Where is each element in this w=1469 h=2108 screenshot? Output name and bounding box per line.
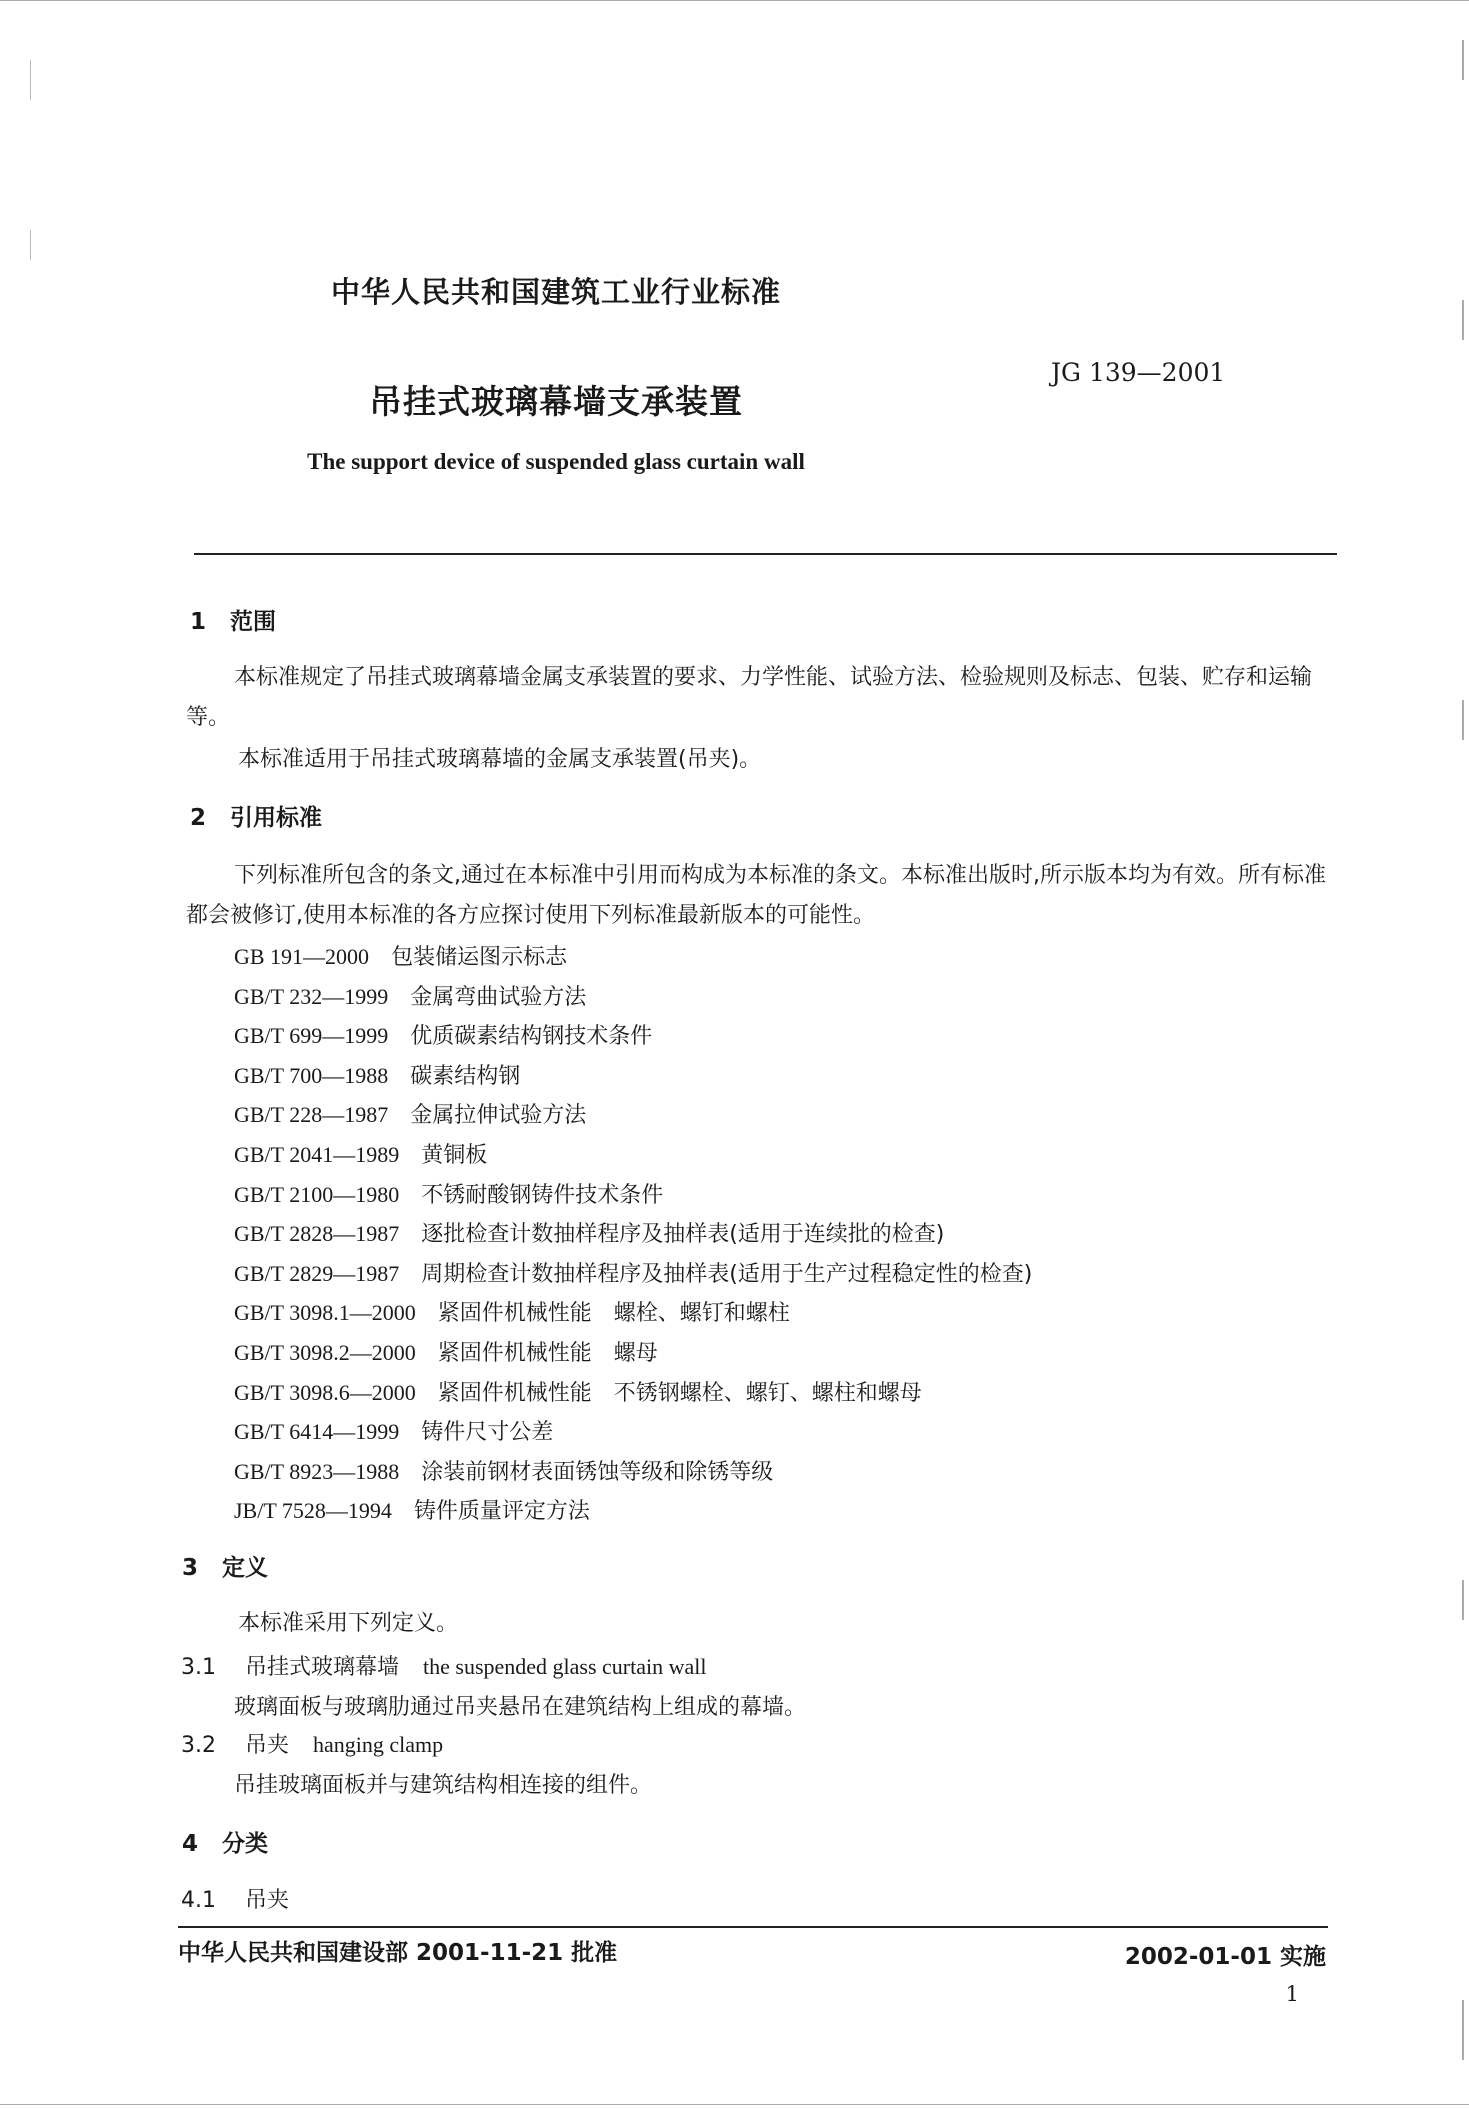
definition-3-1: [181, 1650, 707, 1681]
reference-code: GB/T 699—1999: [234, 1023, 389, 1049]
reference-code: GB/T 3098.6—2000: [234, 1379, 416, 1405]
issuing-organization: 中华人民共和国建筑工业行业标准: [330, 275, 781, 309]
reference-item: [234, 1293, 1032, 1333]
normative-references-list: [234, 937, 1032, 1531]
reference-code: GB/T 2100—1980: [234, 1181, 400, 1207]
definition-3-2: [181, 1728, 443, 1759]
header-rule: [194, 553, 1337, 555]
scan-speck: [1462, 700, 1464, 740]
reference-title: 涂装前钢材表面锈蚀等级和除锈等级: [421, 1459, 774, 1485]
reference-title: 优质碳素结构钢技术条件: [410, 1024, 653, 1050]
document-title-cn: 吊挂式玻璃幕墙支承装置: [369, 382, 743, 421]
reference-item: [234, 1491, 1032, 1531]
section-1-paragraph-1: 本标准规定了吊挂式玻璃幕墙金属支承装置的要求、力学性能、试验方法、检验规则及标志、包装、贮存和运输等。: [186, 665, 1313, 730]
reference-code: GB/T 700—1988: [234, 1062, 389, 1088]
reference-item: [234, 1135, 1032, 1175]
footer-rule: [178, 1926, 1328, 1928]
definition-3-1-text: 玻璃面板与玻璃肋通过吊夹悬吊在建筑结构上组成的幕墙。: [234, 1695, 807, 1720]
scan-speck: [1462, 1580, 1464, 1620]
reference-title: 铸件质量评定方法: [413, 1499, 590, 1525]
definition-3-1-term: 吊挂式玻璃幕墙: [245, 1655, 400, 1680]
reference-code: GB/T 228—1987: [234, 1102, 389, 1128]
section-1-number: 1: [190, 609, 207, 635]
section-1-heading: [190, 603, 276, 636]
reference-title: 紧固件机械性能 螺母: [437, 1340, 658, 1366]
reference-title: 紧固件机械性能 螺栓、螺钉和螺柱: [437, 1301, 790, 1327]
section-2-paragraph-1: 下列标准所包含的条文,通过在本标准中引用而构成为本标准的条文。本标准出版时,所示版本均为有效。所有标准都会被修订,使用本标准的各方应探讨使用下列标准最新版本的可能性。: [186, 863, 1326, 928]
scan-speck: [30, 60, 31, 100]
subsection-4-1-title: 吊夹: [245, 1888, 290, 1913]
document-title-en: The support device of suspended glass curtain wall: [307, 449, 805, 474]
reference-code: GB/T 8923—1988: [234, 1458, 400, 1484]
reference-code: GB 191—2000: [234, 944, 370, 969]
reference-code: JB/T 7528—1994: [234, 1498, 392, 1524]
section-3-number: 3: [182, 1555, 199, 1581]
definition-3-2-term: 吊夹: [245, 1733, 290, 1758]
definition-3-2-text: 吊挂玻璃面板并与建筑结构相连接的组件。: [234, 1773, 653, 1798]
reference-title: 黄铜板: [421, 1142, 488, 1168]
reference-item: [234, 1452, 1032, 1492]
standard-number: JG 139—2001: [1051, 358, 1226, 387]
reference-item: [234, 1412, 1032, 1452]
section-2-heading: [190, 799, 322, 832]
reference-item: [234, 1056, 1032, 1096]
scan-speck: [1462, 40, 1464, 80]
section-2-title: 引用标准: [230, 805, 322, 831]
section-1-paragraph-2: 本标准适用于吊挂式玻璃幕墙的金属支承装置(吊夹)。: [238, 747, 762, 772]
section-2-number: 2: [190, 805, 207, 831]
reference-item: [234, 1373, 1032, 1413]
reference-code: GB/T 3098.1—2000: [234, 1300, 416, 1326]
approval-line: 中华人民共和国建设部 2001-11-21 批准: [178, 1940, 618, 1966]
page-number: 1: [1285, 1982, 1299, 2006]
section-4-heading: [182, 1825, 268, 1858]
scan-edge-top: [0, 0, 1469, 1]
reference-title: 逐批检查计数抽样程序及抽样表(适用于连续批的检查): [421, 1222, 945, 1248]
scan-speck: [1462, 2000, 1464, 2060]
reference-code: GB/T 2041—1989: [234, 1141, 400, 1167]
definition-3-2-term-en: hanging clamp: [313, 1732, 444, 1757]
reference-item: [234, 937, 1032, 977]
section-4-title: 分类: [222, 1831, 268, 1857]
reference-item: [234, 1095, 1032, 1135]
reference-title: 紧固件机械性能 不锈钢螺栓、螺钉、螺柱和螺母: [437, 1380, 922, 1406]
reference-code: GB/T 6414—1999: [234, 1419, 400, 1445]
reference-item: [234, 1214, 1032, 1254]
reference-code: GB/T 2829—1987: [234, 1260, 400, 1286]
reference-item: [234, 1254, 1032, 1294]
reference-code: GB/T 2828—1987: [234, 1221, 400, 1247]
reference-code: GB/T 232—1999: [234, 983, 389, 1009]
reference-title: 金属拉伸试验方法: [410, 1103, 587, 1129]
section-1-title: 范围: [230, 609, 276, 635]
section-3-heading: [182, 1549, 268, 1582]
reference-code: GB/T 3098.2—2000: [234, 1339, 416, 1365]
reference-item: [234, 1016, 1032, 1056]
scan-edge-bottom: [0, 2104, 1469, 2105]
reference-title: 包装储运图示标志: [391, 945, 568, 970]
reference-item: [234, 1333, 1032, 1373]
reference-title: 周期检查计数抽样程序及抽样表(适用于生产过程稳定性的检查): [421, 1261, 1033, 1287]
section-4-number: 4: [182, 1831, 199, 1857]
section-3-intro: 本标准采用下列定义。: [238, 1611, 459, 1636]
definition-3-1-term-en: the suspended glass curtain wall: [423, 1654, 707, 1679]
scan-speck: [30, 230, 31, 260]
subsection-4-1-number: 4.1: [181, 1888, 216, 1913]
reference-title: 金属弯曲试验方法: [410, 984, 587, 1010]
effective-date: 2002-01-01 实施: [1124, 1944, 1326, 1970]
section-3-title: 定义: [222, 1555, 268, 1581]
reference-title: 碳素结构钢: [410, 1063, 521, 1089]
subsection-4-1: [181, 1883, 289, 1914]
reference-item: [234, 1175, 1032, 1215]
scan-speck: [1462, 300, 1464, 340]
reference-item: [234, 977, 1032, 1017]
reference-title: 不锈耐酸钢铸件技术条件: [421, 1182, 664, 1208]
reference-title: 铸件尺寸公差: [421, 1420, 554, 1446]
definition-3-1-number: 3.1: [181, 1655, 216, 1680]
definition-3-2-number: 3.2: [181, 1733, 216, 1758]
